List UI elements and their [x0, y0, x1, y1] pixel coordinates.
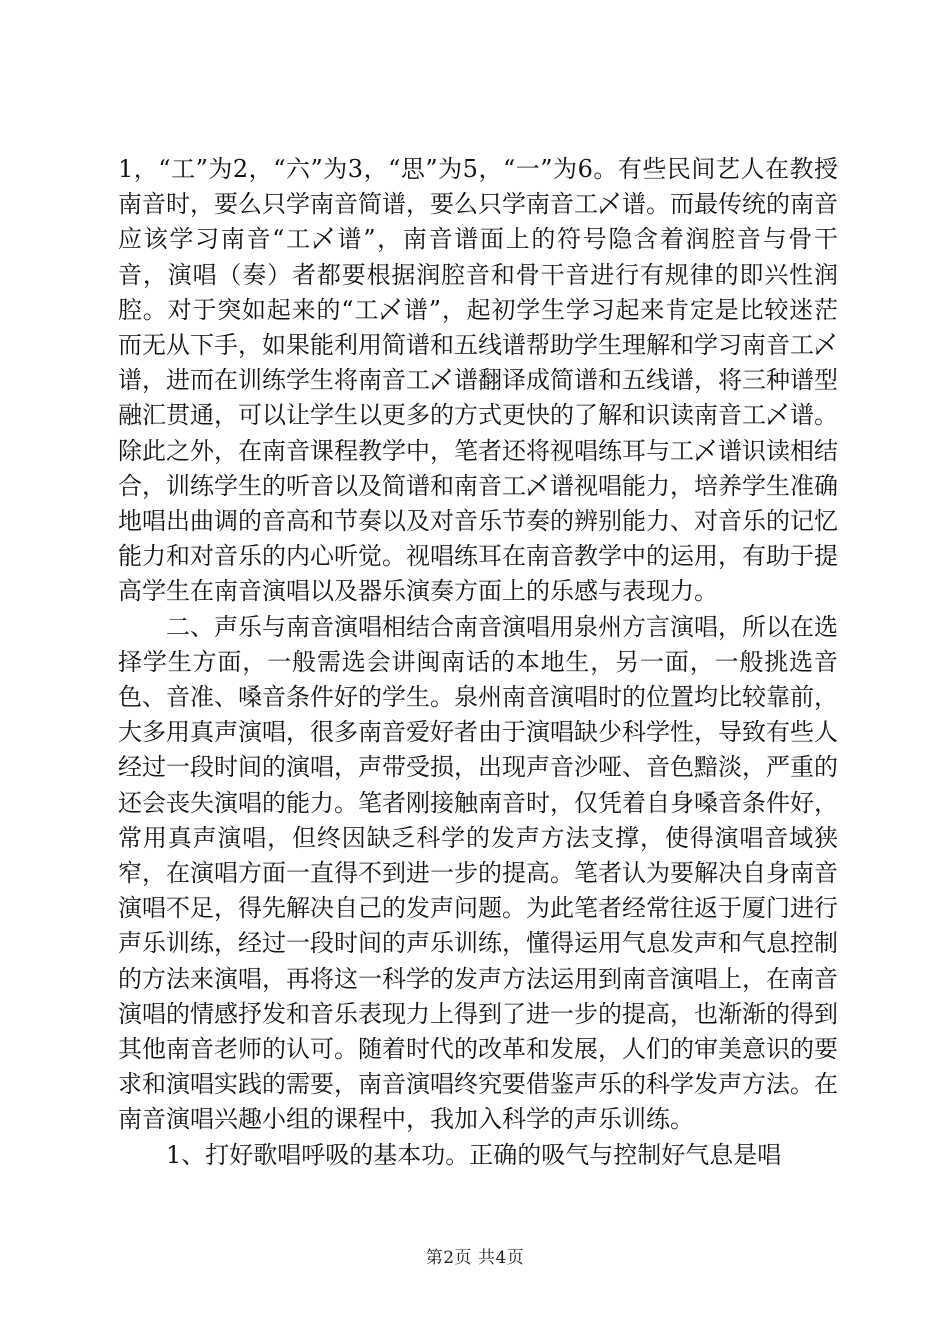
- paragraph-2: 二、声乐与南音演唱相结合南音演唱用泉州方言演唱，所以在选择学生方面，一般需选会讲闽南话的本地生，另一面，一般挑选音色、音准、嗓音条件好的学生。泉州南音演唱时的位置均比较靠前，大多用真声演唱，很多南音爱好者由于演唱缺少科学性，导致有些人经过一段时间的演唱，声带受损，出现声音沙哑、音色黯淡，严重的还会丧失演唱的能力。笔者刚接触南音时，仅凭着自身嗓音条件好，常用真声演唱，但终因缺乏科学的发声方法支撑，使得演唱音域狭窄，在演唱方面一直得不到进一步的提高。笔者认为要解决自身南音演唱不足，得先解决自己的发声问题。为此笔者经常往返于厦门进行声乐训练，经过一段时间的声乐训练，懂得运用气息发声和气息控制的方法来演唱，再将这一科学的发声方法运用到南音演唱上，在南音演唱的情感抒发和音乐表现力上得到了进一步的提高，也渐渐的得到其他南音老师的认可。随着时代的改革和发展，人们的审美意识的要求和演唱实践的需要，南音演唱终究要借鉴声乐的科学发声方法。在南音演唱兴趣小组的课程中，我加入科学的声乐训练。: [118, 612, 838, 1134]
- paragraph-3: 1、打好歌唱呼吸的基本功。正确的吸气与控制好气息是唱: [166, 1140, 782, 1169]
- paragraph-1: 1，“工”为2，“六”为3，“思”为5，“一”为6。有些民间艺人在教授南音时，要么只学南音简谱，要么只学南音工乄谱。而最传统的南音应该学习南音“工乄谱”，南音谱面上的符号隐含着润腔音与骨干音，演唱（奏）者都要根据润腔音和骨干音进行有规律的即兴性润腔。对于突如起来的“工乄谱”，起初学生学习起来肯定是比较迷茫而无从下手，如果能利用简谱和五线谱帮助学生理解和学习南音工乄谱，进而在训练学生将南音工乄谱翻译成简谱和五线谱，将三种谱型融汇贯通，可以让学生以更多的方式更快的了解和识读南音工乄谱。除此之外，在南音课程教学中，笔者还将视唱练耳与工乄谱识读相结合，训练学生的听音以及简谱和南音工乄谱视唱能力，培养学生准确地唱出曲调的音高和节奏以及对音乐节奏的辨别能力、对音乐的记忆能力和对音乐的内心听觉。视唱练耳在南音教学中的运用，有助于提高学生在南音演唱以及器乐演奏方面上的乐感与表现力。: [118, 155, 838, 606]
- page-footer: [0, 1243, 950, 1268]
- body-text: [118, 152, 838, 1173]
- page-number-label: 第2页 共4页: [425, 1248, 525, 1268]
